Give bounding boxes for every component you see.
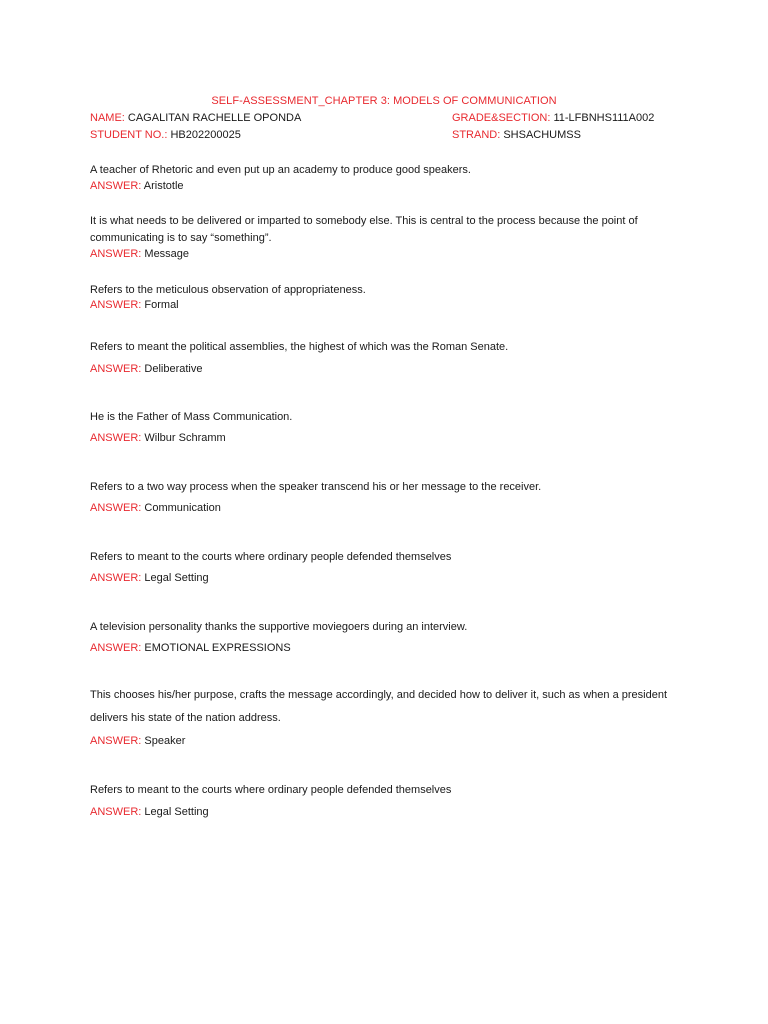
answer-value: Speaker <box>144 735 186 747</box>
student-no-label: STUDENT NO.: <box>90 129 168 141</box>
question-10: Refers to meant to the courts where ordinary people defended themselves <box>90 784 452 796</box>
answer-label: ANSWER: <box>90 735 142 747</box>
answer-9 <box>90 735 185 747</box>
answer-label: ANSWER: <box>90 806 142 818</box>
name-value: CAGALITAN RACHELLE OPONDA <box>127 112 302 124</box>
answer-label: ANSWER: <box>90 642 142 654</box>
answer-4 <box>90 363 203 375</box>
answer-label: ANSWER: <box>90 572 142 584</box>
answer-value: Wilbur Schramm <box>144 432 226 444</box>
answer-value: Legal Setting <box>144 806 209 818</box>
question-1: A teacher of Rhetoric and even put up an academy to produce good speakers. <box>90 164 471 176</box>
grade-section-value: 11-LFBNHS111A002 <box>553 112 655 124</box>
student-no-row <box>90 129 241 141</box>
answer-7 <box>90 572 209 584</box>
question-4: Refers to meant the political assemblies, the highest of which was the Roman Senate. <box>90 341 509 353</box>
answer-label: ANSWER: <box>90 248 142 260</box>
answer-label: ANSWER: <box>90 180 142 192</box>
answer-value: Aristotle <box>143 180 184 192</box>
answer-label: ANSWER: <box>90 502 142 514</box>
answer-value: Legal Setting <box>144 572 209 584</box>
answer-value: Communication <box>144 502 221 514</box>
question-2: It is what needs to be delivered or imparted to somebody else. This is central to the process because the point of communicating is to say “something”. <box>90 215 638 244</box>
answer-label: ANSWER: <box>90 432 142 444</box>
document-title: SELF-ASSESSMENT_CHAPTER 3: MODELS OF COMMUNICATION <box>211 95 557 107</box>
question-9: This chooses his/her purpose, crafts the message accordingly, and decided how to deliver it, such as when a president delivers his state of the nation address. <box>90 689 668 724</box>
strand-label: STRAND: <box>452 129 501 141</box>
answer-5 <box>90 432 226 444</box>
answer-label: ANSWER: <box>90 363 142 375</box>
answer-value: EMOTIONAL EXPRESSIONS <box>144 642 291 654</box>
answer-value: Message <box>144 248 190 260</box>
answer-2 <box>90 248 189 260</box>
answer-8 <box>90 642 291 654</box>
question-3: Refers to the meticulous observation of appropriateness. <box>90 284 366 296</box>
student-no-value: HB202200025 <box>170 129 241 141</box>
question-8: A television personality thanks the supportive moviegoers during an interview. <box>90 621 468 633</box>
question-7: Refers to meant to the courts where ordinary people defended themselves <box>90 551 452 563</box>
answer-10 <box>90 806 209 818</box>
answer-3 <box>90 299 179 311</box>
question-5: He is the Father of Mass Communication. <box>90 411 293 423</box>
grade-section-label: GRADE&SECTION: <box>452 112 551 124</box>
answer-value: Deliberative <box>144 363 203 375</box>
grade-section-row <box>452 112 654 124</box>
answer-6 <box>90 502 221 514</box>
answer-value: Formal <box>144 299 179 311</box>
strand-row <box>452 129 581 141</box>
question-6: Refers to a two way process when the speaker transcend his or her message to the receiver. <box>90 481 542 493</box>
answer-1 <box>90 180 184 192</box>
name-label: NAME: <box>90 112 125 124</box>
name-row <box>90 112 301 124</box>
answer-label: ANSWER: <box>90 299 142 311</box>
strand-value: SHSACHUMSS <box>503 129 581 141</box>
